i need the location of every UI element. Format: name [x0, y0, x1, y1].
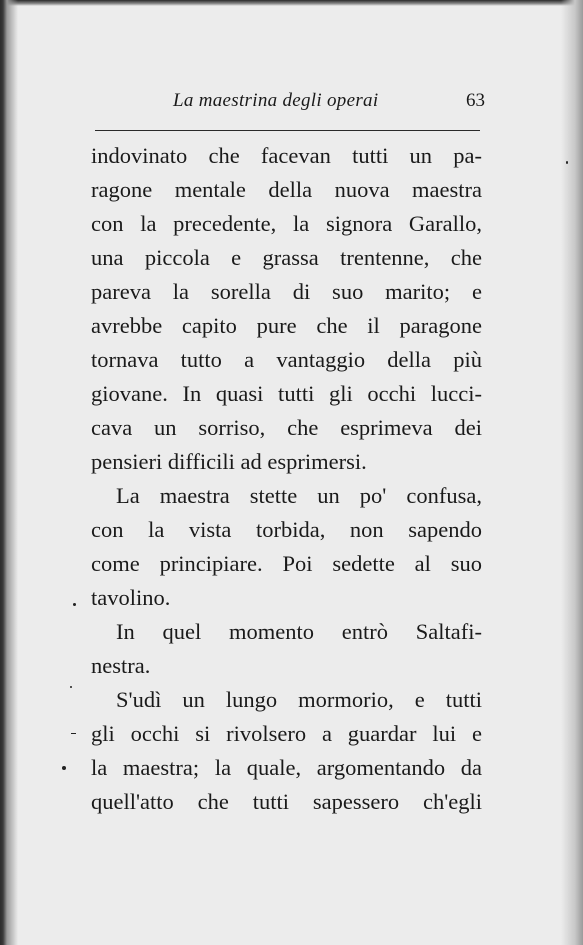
text-line: pensieri difficili ad esprimersi. — [91, 449, 367, 474]
text-line: La maestra stette un po' confusa, — [116, 483, 482, 508]
text-line: tornava tutto a vantaggio della più — [91, 347, 482, 372]
text-line: cava un sorriso, che esprimeva dei — [91, 415, 482, 440]
text-line: con la precedente, la signora Garallo, — [91, 211, 482, 236]
header-rule — [95, 130, 480, 131]
text-line: quell'atto che tutti sapessero ch'egli — [91, 789, 482, 814]
page-left-edge — [0, 0, 18, 945]
text-line: la maestra; la quale, argomentando da — [91, 755, 482, 780]
text-line: indovinato che facevan tutti un pa- — [91, 143, 482, 168]
text-line: avrebbe capito pure che il paragone — [91, 313, 482, 338]
page-number: 63 — [466, 90, 485, 111]
page-right-edge — [561, 0, 583, 945]
running-head — [95, 88, 485, 118]
running-title: La maestrina degli operai — [173, 90, 379, 111]
body-text — [91, 139, 482, 819]
text-line: ragone mentale della nuova maestra — [91, 177, 482, 202]
text-line: S'udì un lungo mormorio, e tutti — [116, 687, 482, 712]
text-line: gli occhi si rivolsero a guardar lui e — [91, 721, 482, 746]
text-line: In quel momento entrò Saltafi- — [116, 619, 482, 644]
text-line: una piccola e grassa trentenne, che — [91, 245, 482, 270]
text-line: pareva la sorella di suo marito; e — [91, 279, 482, 304]
page-top-edge — [0, 0, 583, 6]
text-line: con la vista torbida, non sapendo — [91, 517, 482, 542]
text-line: come principiare. Poi sedette al suo — [91, 551, 482, 576]
text-line: nestra. — [91, 653, 151, 678]
text-line: tavolino. — [91, 585, 171, 610]
text-line: giovane. In quasi tutti gli occhi lucci- — [91, 381, 482, 406]
